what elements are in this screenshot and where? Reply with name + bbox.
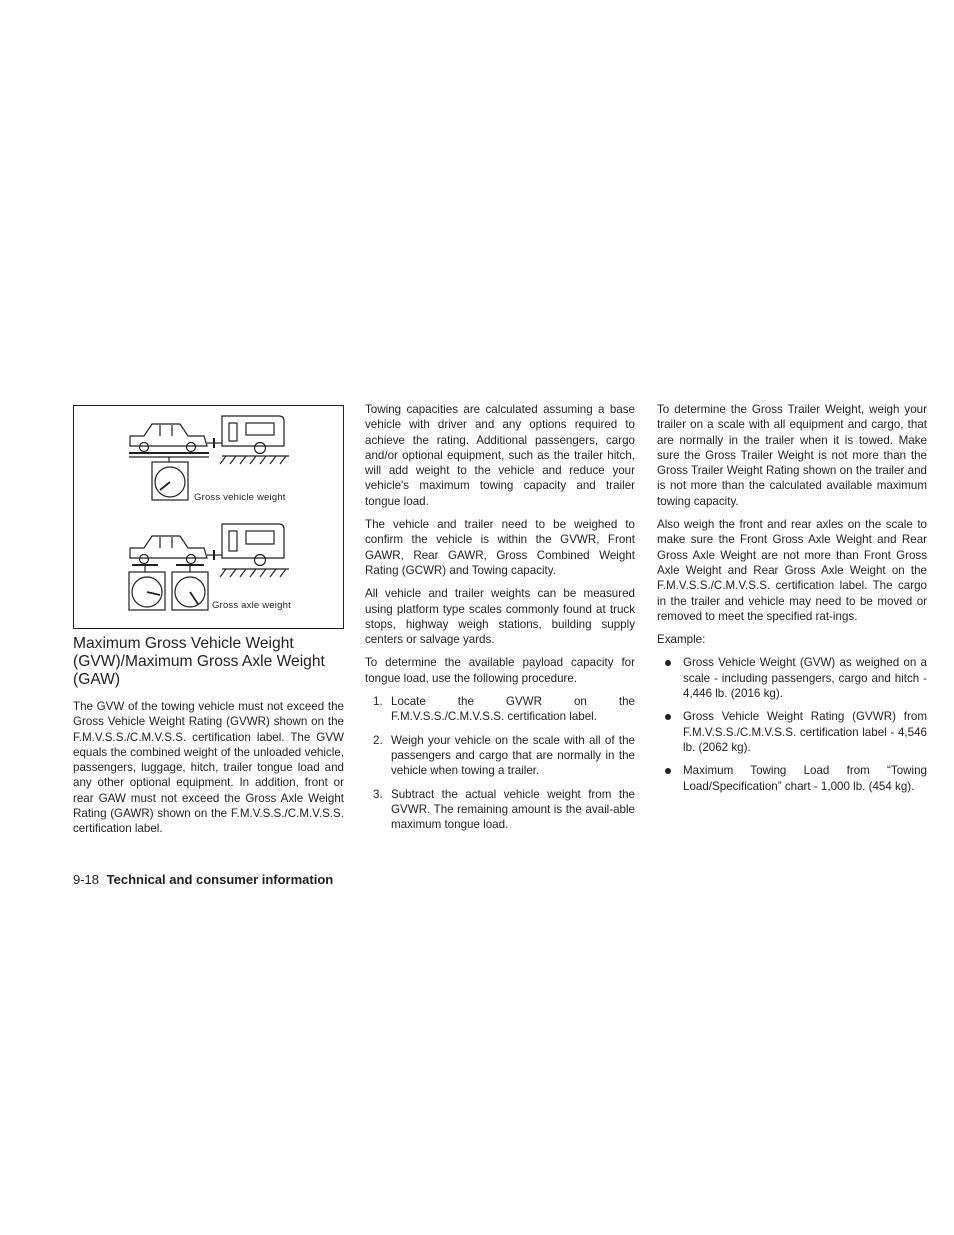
car-bottom-icon	[130, 536, 207, 564]
column-right	[657, 402, 927, 802]
list-item	[365, 787, 635, 833]
gross-vehicle-weight-label: Gross vehicle weight	[194, 492, 286, 503]
step-number: 3.	[373, 787, 383, 801]
section-heading: Maximum Gross Vehicle Weight (GVW)/Maximum Gross Axle Weight (GAW)	[73, 635, 325, 688]
ground-hatch-top	[220, 456, 286, 464]
example-label: Example:	[657, 633, 706, 647]
list-item	[657, 763, 927, 794]
bullet-icon	[665, 714, 671, 720]
trailer-top-icon	[222, 416, 284, 454]
axle-weigh-paragraph: Also weigh the front and rear axles on the scale to make sure the Front Gross Axle Weight and Rear Gross Axle Weight are not more than Front Gross Axle Weight and Rear Gross Axle Weight on the F.M.V.S.S./C.M.V.S.S. certification label. The cargo in the trailer and vehicle may need to be moved or removed to meet the specified rat-ings.	[657, 518, 927, 623]
step-text: Weigh your vehicle on the scale with all of the passengers and cargo that are normally in the vehicle when towing a trailer.	[391, 733, 635, 778]
step-text: Subtract the actual vehicle weight from the GVWR. The remaining amount is the avail-able maximum tongue load.	[391, 787, 635, 832]
example-text: Maximum Towing Load from “Towing Load/Specification” chart - 1,000 lb. (454 kg).	[683, 764, 927, 793]
weighing-illustration	[73, 405, 344, 629]
gross-trailer-weight-paragraph: To determine the Gross Trailer Weight, weigh your trailer on a scale with all equipment and cargo, that are normally in the trailer when it is towed. Make sure the Gross Trailer Weight is not more than the Gross Trailer Weight Rating shown on the trailer and is not more than the calculated available maximum towing capacity.	[657, 403, 927, 508]
example-text: Gross Vehicle Weight (GVW) as weighed on a scale - including passengers, cargo and hitch - 4,446 lb. (2016 kg).	[683, 656, 927, 701]
list-item	[657, 709, 927, 755]
car-top-icon	[130, 424, 207, 452]
towing-capacity-paragraph: Towing capacities are calculated assuming a base vehicle with driver and any options required to achieve the rating. Additional passengers, cargo and/or optional equipment, such as the trailer hitch, will add weight to the vehicle and reduce your vehicle's maximum towing capacity and trailer tongue load.	[365, 403, 635, 508]
scale-gauge-icon	[152, 462, 188, 500]
section-title: Technical and consumer information	[106, 872, 334, 887]
step-number: 1.	[373, 695, 383, 709]
example-text: Gross Vehicle Weight Rating (GVWR) from F.M.V.S.S./C.M.V.S.S. certification label - 4,546 lb. (2062 kg).	[683, 710, 927, 754]
front-axle-gauge-icon	[129, 572, 165, 610]
column-middle	[365, 402, 635, 840]
step-number: 2.	[373, 733, 383, 747]
rear-axle-gauge-icon	[172, 572, 208, 610]
list-item	[657, 655, 927, 701]
weigh-confirm-paragraph: The vehicle and trailer need to be weighed to confirm the vehicle is within the GVWR, Front GAWR, Rear GAWR, Gross Combined Weight Rating (GCWR) and Towing capacity.	[365, 518, 635, 577]
procedure-steps	[365, 694, 635, 832]
step-text: Locate the GVWR on the F.M.V.S.S./C.M.V.S.S. certification label.	[391, 695, 635, 724]
vehicle-scale-drawing	[74, 406, 343, 628]
scales-paragraph: All vehicle and trailer weights can be measured using platform type scales commonly found at truck stops, highway weigh stations, building supply centers or salvage yards.	[365, 587, 635, 647]
ground-hatch-bottom	[220, 569, 286, 577]
list-item	[365, 694, 635, 725]
trailer-bottom-icon	[222, 524, 284, 566]
bullet-icon	[665, 660, 671, 666]
procedure-intro-paragraph: To determine the available payload capacity for tongue load, use the following procedure.	[365, 656, 635, 685]
column-left	[73, 402, 344, 845]
gross-axle-weight-label: Gross axle weight	[212, 600, 291, 611]
bullet-icon	[665, 768, 671, 774]
example-list	[657, 655, 927, 793]
page-footer	[73, 872, 333, 887]
list-item	[365, 733, 635, 779]
gvw-paragraph: The GVW of the towing vehicle must not exceed the Gross Vehicle Weight Rating (GVWR) shown on the F.M.V.S.S./C.M.V.S.S. certification label. The GVW equals the combined weight of the unloaded vehicle, passengers, luggage, hitch, trailer tongue load and any other optional equipment. In addition, front or rear GAW must not exceed the Gross Axle Weight Rating (GAWR) shown on the F.M.V.S.S./C.M.V.S.S. certification label.	[73, 700, 344, 836]
page-number: 9-18	[73, 872, 100, 887]
